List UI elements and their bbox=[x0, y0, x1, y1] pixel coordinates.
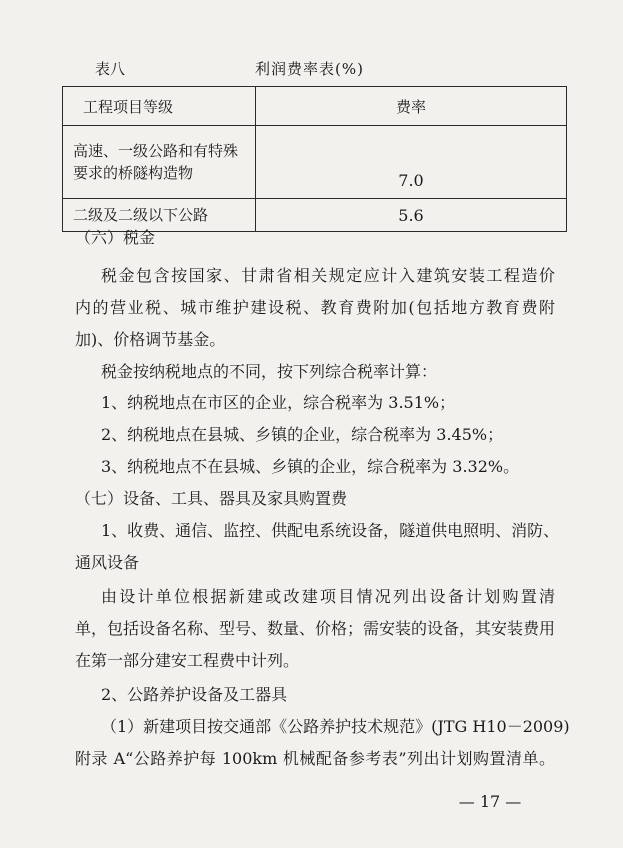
tax-rate-item: 3、纳税地点不在县城、乡镇的企业，综合税率为 3.32%。 bbox=[101, 457, 520, 476]
row-item: 二级及二级以下公路 bbox=[63, 199, 256, 232]
row-item bbox=[63, 126, 256, 199]
paragraph-line: 1、收费、通信、监控、供配电系统设备，隧道供电照明、消防、 bbox=[101, 521, 560, 540]
row-rate: 5.6 bbox=[256, 199, 567, 232]
page-number: — 17 — bbox=[458, 792, 522, 811]
tax-rate-item: 2、纳税地点在县城、乡镇的企业，综合税率为 3.45%； bbox=[101, 425, 504, 444]
paragraph-line: 加)、价格调节基金。 bbox=[75, 330, 226, 349]
section-heading-equipment: （七）设备、工具、器具及家具购置费 bbox=[75, 489, 348, 508]
table-header-row bbox=[63, 87, 567, 126]
paragraph-line: 税金包含按国家、甘肃省相关规定应计入建筑安装工程造价 bbox=[101, 266, 555, 285]
tax-rate-item: 1、纳税地点在市区的企业，综合税率为 3.51%； bbox=[101, 393, 456, 412]
table-title: 利润费率表(%) bbox=[255, 60, 364, 78]
paragraph-line: （1）新建项目按交通部《公路养护技术规范》(JTG H10－2009) bbox=[101, 717, 570, 736]
row-item-line: 要求的桥隧构造物 bbox=[73, 164, 194, 182]
header-rate: 费率 bbox=[256, 87, 567, 126]
paragraph-line: 单，包括设备名称、型号、数量、价格；需安装的设备，其安装费用 bbox=[75, 619, 556, 638]
paragraph-line: 在第一部分建安工程费中计列。 bbox=[75, 651, 300, 670]
table-row bbox=[63, 126, 567, 199]
row-item-line: 高速、一级公路和有特殊 bbox=[73, 142, 239, 160]
table-caption bbox=[75, 58, 555, 80]
header-project-grade: 工程项目等级 bbox=[63, 87, 256, 126]
table-number: 表八 bbox=[95, 60, 126, 78]
row-rate: 7.0 bbox=[256, 126, 567, 199]
paragraph-line: 通风设备 bbox=[75, 553, 140, 572]
paragraph-line: 内的营业税、城市维护建设税、教育费附加(包括地方教育费附 bbox=[75, 298, 555, 317]
section-heading-tax: （六）税金 bbox=[75, 228, 156, 247]
paragraph-line: 税金按纳税地点的不同，按下列综合税率计算： bbox=[101, 362, 438, 381]
paragraph-line: 由设计单位根据新建或改建项目情况列出设备计划购置清 bbox=[101, 587, 555, 606]
profit-rate-table bbox=[62, 86, 567, 232]
paragraph-line: 附录 A“公路养护每 100km 机械配备参考表”列出计划购置清单。 bbox=[75, 749, 555, 768]
paragraph-line: 2、公路养护设备及工器具 bbox=[101, 685, 288, 704]
